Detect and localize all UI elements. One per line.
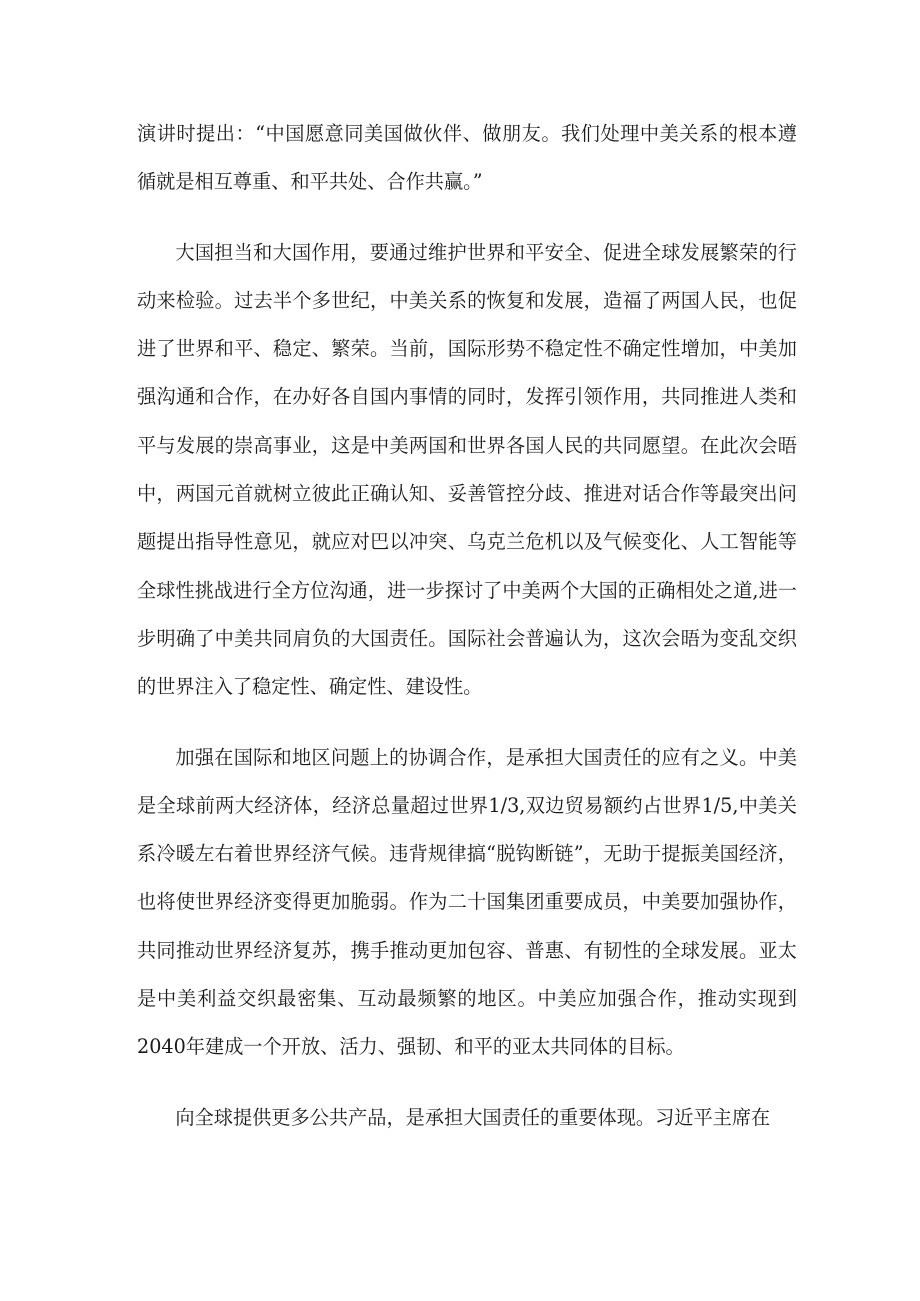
paragraph-great-power-role: 大国担当和大国作用，要通过维护世界和平安全、促进全球发展繁荣的行动来检验。过去半个多世纪，中美关系的恢复和发展，造福了两国人民，也促进了世界和平、稳定、繁荣。当前，国际形势不稳定性不确定性增加，中美加强沟通和合作，在办好各自国内事情的同时，发挥引领作用，共同推进人类和平与发展的崇高事业，这是中美两国和世界各国人民的共同愿望。在此次会晤中，两国元首就树立彼此正确认知、妥善管控分歧、推进对话合作等最突出问题提出指导性意见，就应对巴以冲突、乌克兰危机以及气候变化、人工智能等全球性挑战进行全方位沟通，进一步探讨了中美两个大国的正确相处之道,进一步明确了中美共同肩负的大国责任。国际社会普遍认为，这次会晤为变乱交织的世界注入了稳定性、确定性、建设性。 xyxy=(137,240,797,699)
body-text xyxy=(137,110,797,1142)
paragraph-public-goods: 向全球提供更多公共产品，是承担大国责任的重要体现。习近平主席在 xyxy=(175,1105,771,1129)
paragraph-continuation: 演讲时提出：“中国愿意同美国做伙伴、做朋友。我们处理中美关系的根本遵循就是相互尊重、和平共处、合作共赢。” xyxy=(137,122,797,194)
paragraph-regional-cooperation: 加强在国际和地区问题上的协调合作，是承担大国责任的应有之义。中美是全球前两大经济体，经济总量超过世界1/3,双边贸易额约占世界1/5,中美关系冷暖左右着世界经济气候。违背规律搞“脱钩断链”，无助于提振美国经济，也将使世界经济变得更加脆弱。作为二十国集团重要成员，中美要加强协作，共同推动世界经济复苏，携手推动更加包容、普惠、有韧性的全球发展。亚太是中美利益交织最密集、互动最频繁的地区。中美应加强合作，推动实现到2040年建成一个开放、活力、强韧、和平的亚太共同体的目标。 xyxy=(137,745,797,1059)
